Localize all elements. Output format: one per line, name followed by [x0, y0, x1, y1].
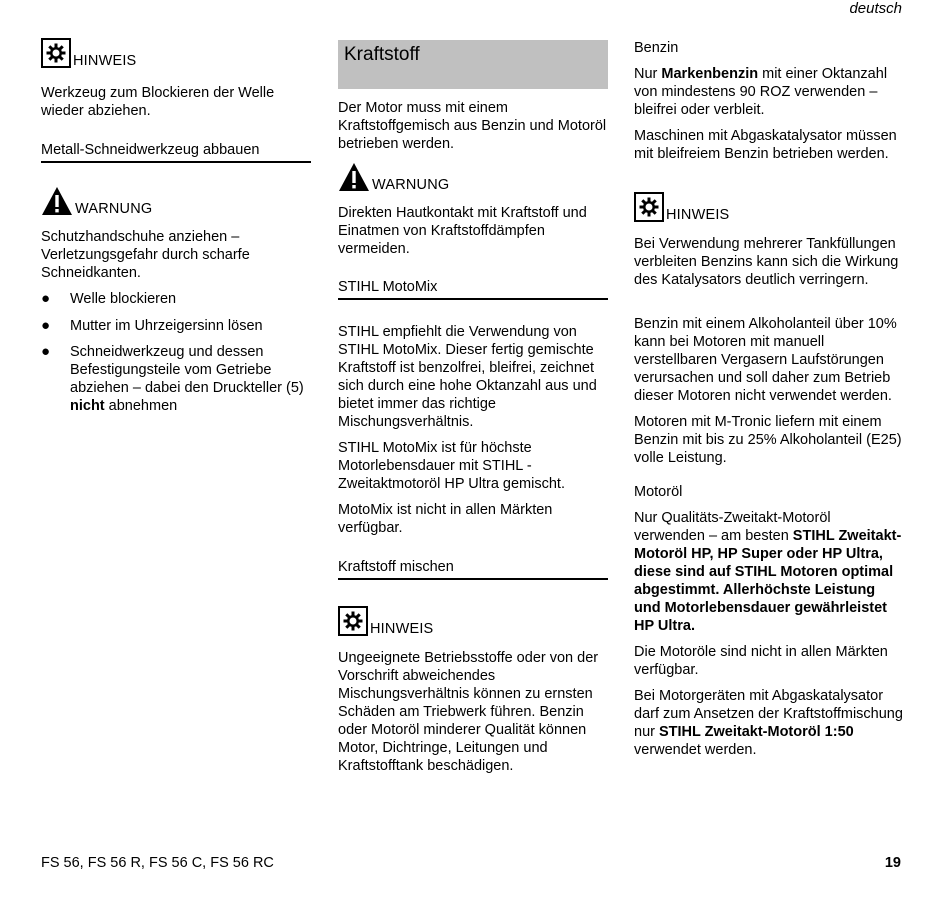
- notice-label: HINWEIS: [666, 207, 730, 223]
- notice-heading: [338, 606, 608, 636]
- section-heading-motomix: [338, 278, 608, 300]
- benzin-paragraph: Nur Markenbenzin mit einer Oktanzahl von mindestens 90 ROZ verwenden – bleifrei oder verbleit.: [634, 66, 888, 118]
- intro-text: Der Motor muss mit einem Kraftstoffgemisch aus Benzin und Motoröl betrieben werden.: [338, 100, 607, 152]
- section-title: Benzin: [634, 40, 679, 56]
- gear-icon: [41, 38, 71, 68]
- list-item-text: Mutter im Uhrzeigersinn lösen: [70, 318, 263, 334]
- section-heading-mischen: [338, 558, 608, 580]
- list-item: [41, 290, 311, 308]
- warning-text: Schutzhandschuhe anziehen – Verletzungsgefahr durch scharfe Schneidkanten.: [41, 229, 250, 281]
- bullet-icon: ●: [41, 317, 51, 334]
- page-number: 19: [884, 855, 901, 871]
- notice-heading: [41, 38, 311, 68]
- benzin-paragraph: Motoren mit M-Tronic liefern mit einem Benzin mit bis zu 25% Alkoholanteil (E25) volle Leistung.: [634, 414, 902, 466]
- warning-heading: [41, 186, 311, 216]
- oel-paragraph: Nur Qualitäts-Zweitakt-Motoröl verwenden – am besten STIHL Zweitakt-Motoröl HP, HP Super oder HP Ultra, diese sind auf STIHL Motoren optimal abgestimmt. Allerhöchste Leistung und Motorlebensdauer gewährleistet HP Ultra.: [634, 510, 902, 634]
- motomix-paragraph: STIHL empfiehlt die Verwendung von STIHL MotoMix. Dieser fertig gemischte Kraftstoff ist benzolfrei, bleifrei, zeichnet sich durch eine hohe Oktanzahl aus und bietet immer das richtige Mischungsverhältnis.: [338, 324, 597, 430]
- oel-paragraph: Bei Motorgeräten mit Abgaskatalysator darf zum Ansetzen der Kraftstoffmischung nur STIHL Zweitakt-Motoröl 1:50 verwendet werden.: [634, 688, 903, 758]
- bullet-icon: ●: [41, 290, 51, 307]
- section-title: Kraftstoff mischen: [338, 559, 454, 575]
- gear-icon: [338, 606, 368, 636]
- list-item: [41, 343, 311, 415]
- benzin-paragraph: Maschinen mit Abgaskatalysator müssen mit bleifreiem Benzin betrieben werden.: [634, 128, 897, 162]
- warning-label: WARNUNG: [372, 177, 450, 193]
- motomix-paragraph: MotoMix ist nicht in allen Märkten verfügbar.: [338, 502, 553, 536]
- notice-label: HINWEIS: [370, 621, 434, 637]
- notice-label: HINWEIS: [73, 53, 137, 69]
- motomix-paragraph: STIHL MotoMix ist für höchste Motorlebensdauer mit STIHL -Zweitaktmotoröl HP Ultra gemischt.: [338, 440, 565, 492]
- oel-paragraph: Die Motoröle sind nicht in allen Märkten verfügbar.: [634, 644, 888, 678]
- notice-text: Bei Verwendung mehrerer Tankfüllungen verbleiten Benzins kann sich die Wirkung des Katalysators deutlich verringern.: [634, 236, 899, 288]
- list-item-text: Welle blockieren: [70, 291, 177, 307]
- section-title: Motoröl: [634, 484, 683, 500]
- section-title: Metall-Schneidwerkzeug abbauen: [41, 142, 260, 158]
- footer-models: FS 56, FS 56 R, FS 56 C, FS 56 RC: [41, 855, 274, 871]
- notice-text: Werkzeug zum Blockieren der Welle wieder abziehen.: [41, 85, 275, 119]
- list-item: [41, 317, 311, 335]
- notice-heading: [634, 192, 904, 222]
- section-title: STIHL MotoMix: [338, 279, 438, 295]
- warning-triangle-icon: [41, 186, 73, 216]
- notice-text: Ungeeignete Betriebsstoffe oder von der Vorschrift abweichendes Mischungsverhältnis können zu ernsten Schäden am Triebwerk führen. Benzin oder Motoröl minderer Qualität können Motor, Dichtringe, Leitungen und Kraftstofftank beschädigen.: [338, 650, 599, 774]
- warning-heading: [338, 162, 608, 192]
- warning-triangle-icon: [338, 162, 370, 192]
- section-heading-metall: [41, 141, 311, 163]
- gear-icon: [634, 192, 664, 222]
- bullet-icon: ●: [41, 343, 51, 360]
- language-label: deutsch: [849, 0, 902, 17]
- list-item-text: Schneidwerkzeug und dessen Befestigungsteile vom Getriebe abziehen – dabei den Druckteller (5) nicht abnehmen: [70, 344, 304, 414]
- chapter-title: Kraftstoff: [338, 40, 608, 89]
- benzin-paragraph: Benzin mit einem Alkoholanteil über 10% kann bei Motoren mit manuell verstellbaren Vergasern Laufstörungen verursachen und soll daher zum Betrieb dieser Motoren nicht verwendet werden.: [634, 316, 897, 404]
- warning-text: Direkten Hautkontakt mit Kraftstoff und Einatmen von Kraftstoffdämpfen vermeiden.: [338, 205, 587, 257]
- warning-label: WARNUNG: [75, 201, 153, 217]
